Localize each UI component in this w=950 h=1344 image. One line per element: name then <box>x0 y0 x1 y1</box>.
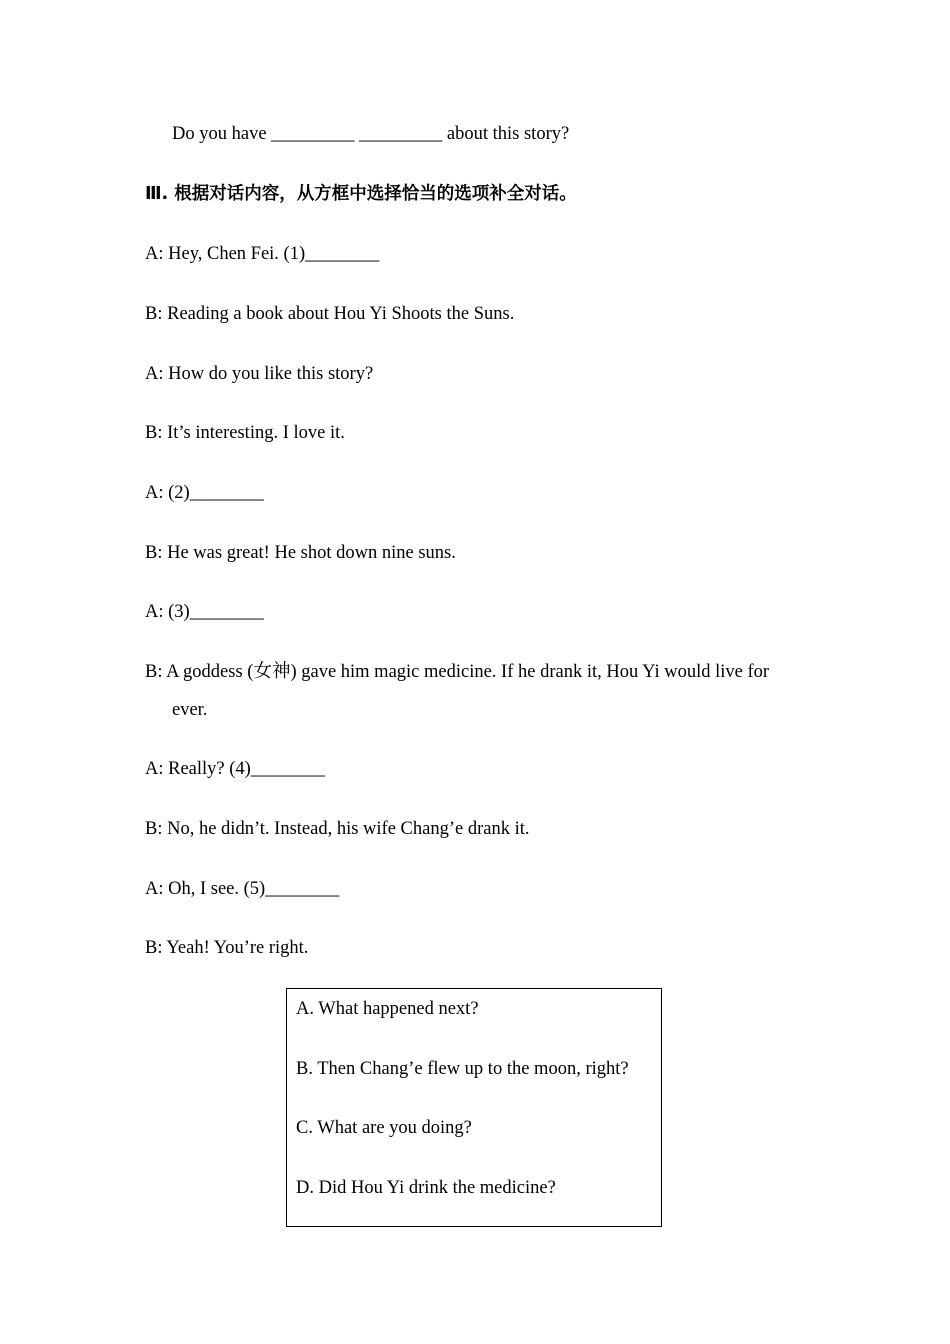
dialogue-line: A: (3)________ <box>145 602 264 622</box>
dialogue-line: A: How do you like this story? <box>145 364 374 384</box>
option-b: B. Then Chang’e flew up to the moon, right? <box>296 1059 629 1079</box>
dialogue-line: A: Really? (4)________ <box>145 759 325 779</box>
dialogue-line: A: Oh, I see. (5)________ <box>145 879 340 899</box>
options-box <box>286 988 662 1227</box>
dialogue-line: B: He was great! He shot down nine suns. <box>145 543 456 563</box>
option-c: C. What are you doing? <box>296 1118 472 1138</box>
dialogue-line: B: A goddess (女神) gave him magic medicine. If he drank it, Hou Yi would live for <box>145 662 770 682</box>
dialogue-line: A: Hey, Chen Fei. (1)________ <box>145 244 380 264</box>
dialogue-line: B: Yeah! You’re right. <box>145 938 309 958</box>
dialogue-line: B: It’s interesting. I love it. <box>145 423 345 443</box>
section3-heading: Ⅲ. 根据对话内容，从方框中选择恰当的选项补全对话。 <box>145 184 577 204</box>
option-d: D. Did Hou Yi drink the medicine? <box>296 1178 556 1198</box>
dialogue-line: B: No, he didn’t. Instead, his wife Chang’e drank it. <box>145 819 530 839</box>
dialogue-line: A: (2)________ <box>145 483 264 503</box>
dialogue-line: B: Reading a book about Hou Yi Shoots the Suns. <box>145 304 515 324</box>
option-a: A. What happened next? <box>296 999 479 1019</box>
dialogue-line-continuation: ever. <box>172 700 208 720</box>
exercise2-question-line: Do you have _________ _________ about this story? <box>172 124 570 144</box>
